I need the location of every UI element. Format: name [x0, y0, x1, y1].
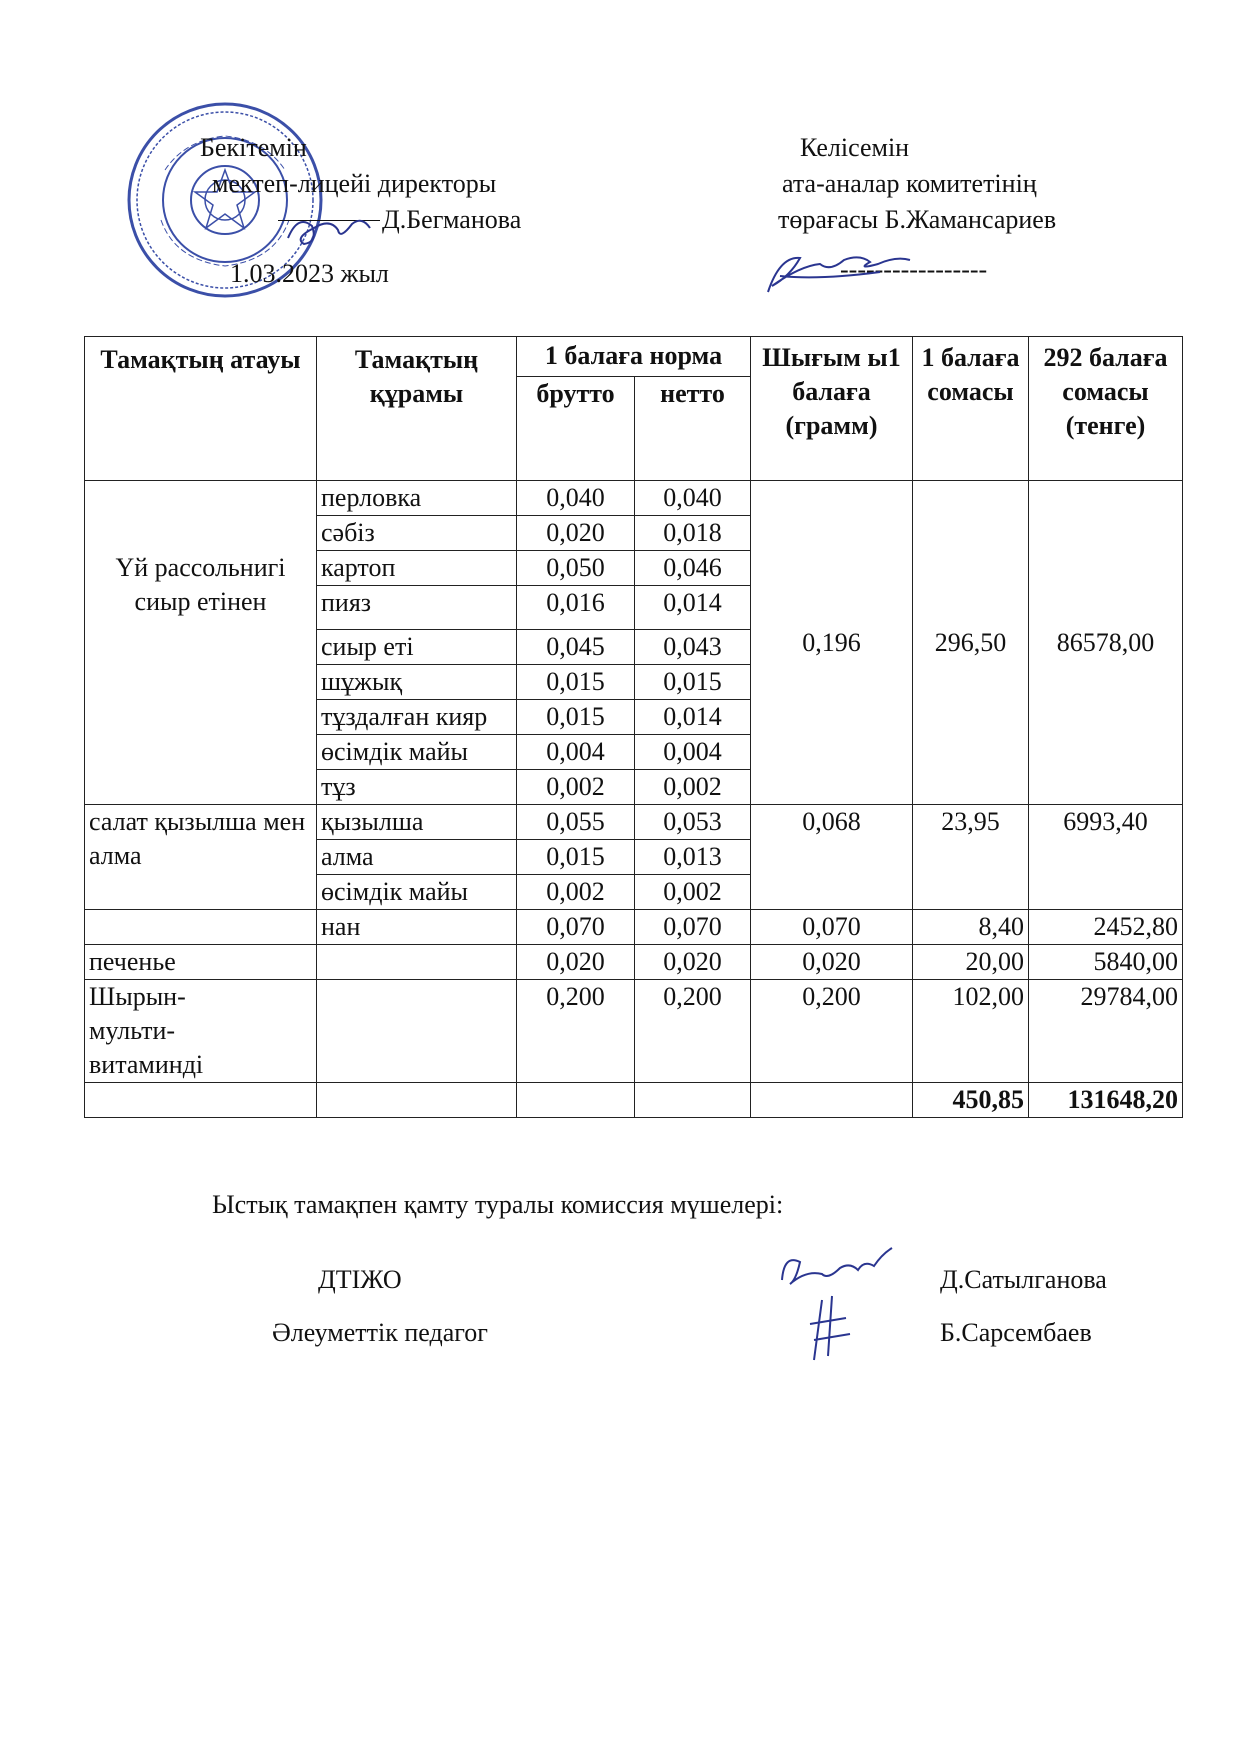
agree-line2: төрағасы Б.Жамансариев [778, 205, 1057, 234]
ingredient: тұз [317, 770, 517, 805]
header-output: Шығым ы1 балаға (грамм) [751, 337, 913, 481]
approve-title: Бекітемін [200, 133, 307, 162]
director-signature [278, 208, 388, 258]
netto-value: 0,002 [635, 770, 751, 805]
header-composition: Тамақтың құрамы [317, 337, 517, 481]
ingredient: сәбіз [317, 516, 517, 551]
output-value: 0,196 [751, 481, 913, 805]
header-sum-one: 1 балаға сомасы [913, 337, 1029, 481]
ingredient [317, 980, 517, 1083]
empty-cell [517, 1083, 635, 1118]
empty-cell [751, 1083, 913, 1118]
netto-value: 0,013 [635, 840, 751, 875]
brutto-value: 0,200 [517, 980, 635, 1083]
brutto-value: 0,015 [517, 840, 635, 875]
brutto-value: 0,040 [517, 481, 635, 516]
ingredient: пияз [317, 586, 517, 630]
ingredient [317, 945, 517, 980]
member-role: Әлеуметтік педагог [272, 1318, 488, 1347]
dish-name [85, 910, 317, 945]
ingredient: сиыр еті [317, 630, 517, 665]
ingredient: шұжық [317, 665, 517, 700]
netto-value: 0,043 [635, 630, 751, 665]
ingredient: перловка [317, 481, 517, 516]
dish-name: салат қызылша мен алма [85, 805, 317, 910]
approve-name: Д.Бегманова [382, 205, 522, 234]
member-role: ДТІЖО [318, 1265, 402, 1294]
header-sum-292: 292 балаға сомасы (тенге) [1029, 337, 1183, 481]
empty-cell [317, 1083, 517, 1118]
header-netto: нетто [635, 377, 751, 481]
ingredient: алма [317, 840, 517, 875]
committee-signature [760, 236, 920, 306]
netto-value: 0,200 [635, 980, 751, 1083]
netto-value: 0,014 [635, 586, 751, 630]
dish-name: Үй рассольнигі сиыр етінен [85, 481, 317, 805]
netto-value: 0,040 [635, 481, 751, 516]
member-name: Д.Сатылганова [940, 1265, 1107, 1294]
ingredient: картоп [317, 551, 517, 586]
approve-date: 1.03.2023 жыл [230, 259, 389, 288]
sum-one-value: 296,50 [913, 481, 1029, 805]
sum-one-value: 20,00 [913, 945, 1029, 980]
table-row [85, 805, 1183, 840]
member-name: Б.Сарсембаев [940, 1318, 1092, 1347]
brutto-value: 0,004 [517, 735, 635, 770]
ingredient: қызылша [317, 805, 517, 840]
table-row [85, 910, 1183, 945]
empty-cell [635, 1083, 751, 1118]
netto-value: 0,002 [635, 875, 751, 910]
brutto-value: 0,002 [517, 875, 635, 910]
sum-292-value: 5840,00 [1029, 945, 1183, 980]
output-value: 0,070 [751, 910, 913, 945]
netto-value: 0,018 [635, 516, 751, 551]
commission-title: Ыстық тамақпен қамту туралы комиссия мүшелері: [212, 1190, 784, 1219]
approve-position: мектеп-лицейі директоры [212, 169, 497, 198]
brutto-value: 0,055 [517, 805, 635, 840]
agree-sign-line: ----------------- [840, 255, 988, 284]
output-value: 0,200 [751, 980, 913, 1083]
brutto-value: 0,020 [517, 945, 635, 980]
sum-one-value: 23,95 [913, 805, 1029, 910]
sum-292-value: 29784,00 [1029, 980, 1183, 1083]
brutto-value: 0,045 [517, 630, 635, 665]
brutto-value: 0,070 [517, 910, 635, 945]
output-value: 0,068 [751, 805, 913, 910]
sum-292-value: 6993,40 [1029, 805, 1183, 910]
netto-value: 0,053 [635, 805, 751, 840]
total-sum-292: 131648,20 [1029, 1083, 1183, 1118]
sum-292-value: 86578,00 [1029, 481, 1183, 805]
header-dish-name: Тамақтың атауы [85, 337, 317, 481]
commission-signatures [770, 1240, 930, 1370]
empty-cell [85, 1083, 317, 1118]
agree-title: Келісемін [800, 133, 910, 162]
netto-value: 0,004 [635, 735, 751, 770]
table-row [85, 980, 1183, 1083]
total-sum-one: 450,85 [913, 1083, 1029, 1118]
netto-value: 0,014 [635, 700, 751, 735]
netto-value: 0,020 [635, 945, 751, 980]
header-norm: 1 балаға норма [517, 337, 751, 377]
agree-line1: ата-аналар комитетінің [782, 169, 1037, 198]
brutto-value: 0,015 [517, 665, 635, 700]
ingredient: өсімдік майы [317, 735, 517, 770]
output-value: 0,020 [751, 945, 913, 980]
ingredient: өсімдік майы [317, 875, 517, 910]
menu-table [84, 336, 1183, 1118]
brutto-value: 0,016 [517, 586, 635, 630]
brutto-value: 0,050 [517, 551, 635, 586]
brutto-value: 0,020 [517, 516, 635, 551]
netto-value: 0,070 [635, 910, 751, 945]
brutto-value: 0,002 [517, 770, 635, 805]
dish-name: печенье [85, 945, 317, 980]
ingredient: тұздалған кияр [317, 700, 517, 735]
table-row [85, 945, 1183, 980]
dish-name [85, 980, 317, 1083]
totals-row [85, 1083, 1183, 1118]
dish-name-text: Шырын-мульти-витаминді [89, 982, 204, 1079]
table-row [85, 481, 1183, 516]
sum-one-value: 102,00 [913, 980, 1029, 1083]
netto-value: 0,046 [635, 551, 751, 586]
netto-value: 0,015 [635, 665, 751, 700]
sum-292-value: 2452,80 [1029, 910, 1183, 945]
sum-one-value: 8,40 [913, 910, 1029, 945]
header-brutto: брутто [517, 377, 635, 481]
brutto-value: 0,015 [517, 700, 635, 735]
ingredient: нан [317, 910, 517, 945]
